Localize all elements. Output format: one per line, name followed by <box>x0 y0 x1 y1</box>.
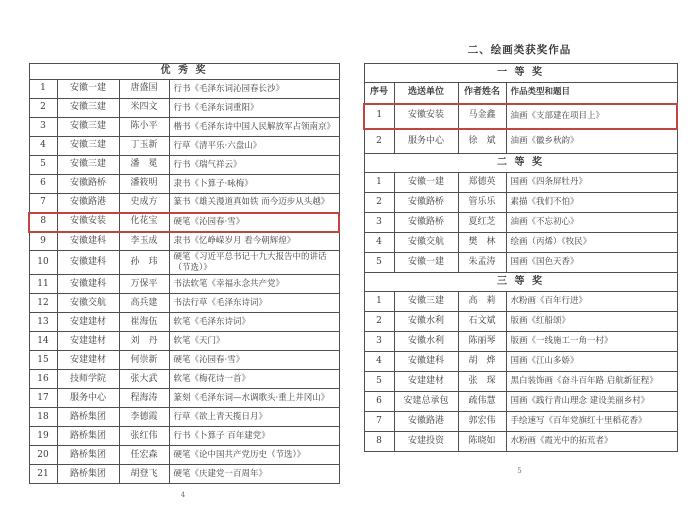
cell-unit: 安徽路桥 <box>394 193 458 213</box>
table-row <box>364 129 677 154</box>
cell-author: 陈小平 <box>119 118 169 137</box>
cell-work: 行书《毛泽东词沁园春长沙》 <box>169 80 339 99</box>
table-row <box>364 292 677 312</box>
prize-section-title: 三 等 奖 <box>364 273 677 292</box>
table-row <box>29 80 339 99</box>
table-title: 优 秀 奖 <box>29 64 339 80</box>
cell-unit: 安建建材 <box>57 313 119 332</box>
cell-number: 3 <box>364 213 394 233</box>
cell-number: 5 <box>29 156 57 175</box>
cell-author: 陈晓如 <box>458 432 506 452</box>
table-row <box>29 99 339 118</box>
prize-section-header <box>364 154 677 173</box>
cell-author: 夏红芝 <box>458 213 506 233</box>
cell-unit: 安徽交航 <box>57 294 119 313</box>
cell-work: 国画《践行青山理念 建设美丽乡村》 <box>506 392 677 412</box>
table-row <box>364 193 677 213</box>
cell-author: 程海涛 <box>119 389 169 408</box>
cell-work: 行草《欲上青天揽日月》 <box>169 408 339 427</box>
cell-work: 硬笔《沁园春·雪》 <box>169 213 339 232</box>
cell-author: 徐 斌 <box>458 129 506 154</box>
cell-number: 6 <box>364 392 394 412</box>
section-title: 二、绘画类获奖作品 <box>467 44 572 56</box>
cell-number: 2 <box>364 129 394 154</box>
cell-number: 1 <box>364 104 394 129</box>
cell-author: 高兵建 <box>119 294 169 313</box>
cell-number: 11 <box>29 275 57 294</box>
cell-number: 18 <box>29 408 57 427</box>
cell-author: 潘筱明 <box>119 175 169 194</box>
cell-author: 陈丽琴 <box>458 332 506 352</box>
cell-work: 硬笔《沁园春·雪》 <box>169 351 339 370</box>
cell-number: 5 <box>364 372 394 392</box>
cell-number: 14 <box>29 332 57 351</box>
cell-unit: 安徽安装 <box>394 104 458 129</box>
table-row <box>364 352 677 372</box>
cell-work: 软笔《梅花诗一首》 <box>169 370 339 389</box>
cell-unit: 安徽三建 <box>57 156 119 175</box>
cell-unit: 安徽一建 <box>57 80 119 99</box>
cell-unit: 安建建材 <box>57 332 119 351</box>
cell-author: 张大武 <box>119 370 169 389</box>
cell-work: 硬笔《论中国共产党历史（节选）》 <box>169 446 339 465</box>
cell-author: 高 莉 <box>458 292 506 312</box>
table-row <box>29 427 339 446</box>
excellence-award-table <box>28 63 340 484</box>
cell-number: 5 <box>364 253 394 273</box>
cell-number: 4 <box>364 352 394 372</box>
cell-author: 崔海伍 <box>119 313 169 332</box>
table-row <box>29 194 339 213</box>
cell-unit: 安徽安装 <box>57 213 119 232</box>
cell-author: 史成方 <box>119 194 169 213</box>
cell-number: 8 <box>364 432 394 452</box>
cell-work: 篆书《雄关漫道真如铁 而今迈步从头越》 <box>169 194 339 213</box>
cell-author: 石文斌 <box>458 312 506 332</box>
cell-number: 20 <box>29 446 57 465</box>
prize-section-header <box>364 273 677 292</box>
table-row <box>364 253 677 273</box>
cell-author: 何崇新 <box>119 351 169 370</box>
cell-work: 隶书《卜算子·咏梅》 <box>169 175 339 194</box>
table-row <box>29 351 339 370</box>
cell-author: 张红伟 <box>119 427 169 446</box>
cell-author: 米四文 <box>119 99 169 118</box>
cell-author: 唐盛国 <box>119 80 169 99</box>
cell-work: 软笔《天门》 <box>169 332 339 351</box>
table-row <box>364 173 677 193</box>
cell-number: 2 <box>364 193 394 213</box>
table-row <box>29 370 339 389</box>
cell-work: 国画《国色天香》 <box>506 253 677 273</box>
table-row <box>29 156 339 175</box>
table-row <box>29 175 339 194</box>
table-title-row <box>29 64 339 80</box>
cell-number: 2 <box>29 99 57 118</box>
table-row <box>29 137 339 156</box>
cell-number: 9 <box>29 232 57 251</box>
table-row <box>29 294 339 313</box>
table-row <box>29 465 339 484</box>
cell-author: 樊 林 <box>458 233 506 253</box>
cell-unit: 服务中心 <box>394 129 458 154</box>
cell-number: 19 <box>29 427 57 446</box>
column-header: 作品类型和题目 <box>506 83 677 104</box>
cell-author: 李德霞 <box>119 408 169 427</box>
table-row <box>29 389 339 408</box>
table-row <box>364 392 677 412</box>
cell-number: 1 <box>364 292 394 312</box>
cell-work: 行书《卜算子 百年建党》 <box>169 427 339 446</box>
table-row <box>29 213 339 232</box>
cell-number: 1 <box>29 80 57 99</box>
cell-author: 郑德英 <box>458 173 506 193</box>
table-row <box>364 213 677 233</box>
table-row <box>29 332 339 351</box>
cell-author: 胡 烨 <box>458 352 506 372</box>
column-header: 序号 <box>364 83 394 104</box>
cell-work: 书法行草《毛泽东诗词》 <box>169 294 339 313</box>
cell-unit: 路桥集团 <box>57 408 119 427</box>
cell-author: 张 琛 <box>458 372 506 392</box>
table-row <box>364 233 677 253</box>
cell-unit: 安徽交航 <box>394 233 458 253</box>
cell-unit: 安建总承包 <box>394 392 458 412</box>
cell-work: 隶书《忆峥嵘岁月 看今朝辉煌》 <box>169 232 339 251</box>
cell-number: 4 <box>364 233 394 253</box>
cell-unit: 安徽建科 <box>394 352 458 372</box>
column-header: 作者姓名 <box>458 83 506 104</box>
cell-author: 潘 冕 <box>119 156 169 175</box>
column-header: 选送单位 <box>394 83 458 104</box>
cell-number: 12 <box>29 294 57 313</box>
cell-number: 6 <box>29 175 57 194</box>
cell-author: 管乐乐 <box>458 193 506 213</box>
cell-work: 水粉画《百年行进》 <box>506 292 677 312</box>
cell-unit: 安建投资 <box>394 432 458 452</box>
table-row <box>364 312 677 332</box>
cell-unit: 安徽路桥 <box>394 213 458 233</box>
cell-work: 版画《一线施工一角一村》 <box>506 332 677 352</box>
cell-unit: 服务中心 <box>57 389 119 408</box>
cell-work: 油画《支部建在项目上》 <box>506 104 677 129</box>
cell-number: 1 <box>364 173 394 193</box>
cell-unit: 安徽三建 <box>57 99 119 118</box>
cell-unit: 安徽路港 <box>57 194 119 213</box>
cell-author: 孙 玮 <box>119 251 169 275</box>
cell-author: 郭宏伟 <box>458 412 506 432</box>
table-row <box>29 232 339 251</box>
cell-unit: 安徽建科 <box>57 251 119 275</box>
cell-unit: 安徽建科 <box>57 275 119 294</box>
cell-author: 疏伟慧 <box>458 392 506 412</box>
cell-work: 素描《我们不怕》 <box>506 193 677 213</box>
cell-unit: 安徽路桥 <box>57 175 119 194</box>
excellence-award-rows <box>29 80 339 484</box>
cell-author: 化花宝 <box>119 213 169 232</box>
table-row <box>364 432 677 452</box>
table-row <box>29 446 339 465</box>
cell-unit: 安徽一建 <box>394 253 458 273</box>
table-row <box>364 104 677 129</box>
cell-unit: 路桥集团 <box>57 427 119 446</box>
cell-work: 篆刻《毛泽东词—水调歌头·重上井冈山》 <box>169 389 339 408</box>
cell-unit: 路桥集团 <box>57 465 119 484</box>
cell-author: 胡登飞 <box>119 465 169 484</box>
cell-work: 软笔《毛泽东诗词》 <box>169 313 339 332</box>
cell-unit: 安徽水利 <box>394 312 458 332</box>
cell-unit: 安徽三建 <box>57 118 119 137</box>
cell-number: 16 <box>29 370 57 389</box>
cell-work: 书法软笔《幸福永念共产党》 <box>169 275 339 294</box>
table-row <box>364 332 677 352</box>
cell-work: 行书《毛泽东词重阳》 <box>169 99 339 118</box>
cell-number: 4 <box>29 137 57 156</box>
cell-work: 行书《瑞气祥云》 <box>169 156 339 175</box>
table-row <box>29 251 339 275</box>
cell-number: 15 <box>29 351 57 370</box>
cell-unit: 安建建材 <box>394 372 458 392</box>
cell-author: 任宏森 <box>119 446 169 465</box>
prize-section-title: 二 等 奖 <box>364 154 677 173</box>
painting-award-table <box>363 63 678 452</box>
page-number-left: 4 <box>180 491 186 499</box>
cell-number: 3 <box>29 118 57 137</box>
cell-unit: 安徽路港 <box>394 412 458 432</box>
cell-work: 硬笔《习近平总书记十九大报告中的讲话（节选）》 <box>169 251 339 275</box>
cell-work: 手绘速写《百年党旗红十里稻花香》 <box>506 412 677 432</box>
cell-work: 油画《不忘初心》 <box>506 213 677 233</box>
cell-work: 黑白装饰画《奋斗百年路 启航新征程》 <box>506 372 677 392</box>
page-number-right: 5 <box>517 467 522 475</box>
cell-number: 2 <box>364 312 394 332</box>
table-row <box>29 313 339 332</box>
cell-number: 8 <box>29 213 57 232</box>
cell-work: 行草《清平乐·六盘山》 <box>169 137 339 156</box>
cell-number: 10 <box>29 251 57 275</box>
table-row <box>29 275 339 294</box>
prize-section-title: 一 等 奖 <box>364 64 677 83</box>
cell-work: 版画《红船颂》 <box>506 312 677 332</box>
cell-unit: 安建建材 <box>57 351 119 370</box>
cell-unit: 安徽三建 <box>57 137 119 156</box>
cell-number: 21 <box>29 465 57 484</box>
table-row <box>364 412 677 432</box>
table-row <box>29 118 339 137</box>
cell-author: 刘 丹 <box>119 332 169 351</box>
table-row <box>364 372 677 392</box>
cell-unit: 安徽一建 <box>394 173 458 193</box>
cell-work: 国画《四条屏牡丹》 <box>506 173 677 193</box>
cell-author: 丁玉新 <box>119 137 169 156</box>
cell-author: 李玉成 <box>119 232 169 251</box>
column-header-row <box>364 83 677 104</box>
cell-number: 7 <box>364 412 394 432</box>
cell-author: 朱孟涛 <box>458 253 506 273</box>
cell-work: 水粉画《霞光中的拓荒者》 <box>506 432 677 452</box>
cell-work: 国画《江山多娇》 <box>506 352 677 372</box>
cell-number: 7 <box>29 194 57 213</box>
painting-award-rows <box>364 64 677 452</box>
cell-unit: 安徽水利 <box>394 332 458 352</box>
cell-author: 万保平 <box>119 275 169 294</box>
table-row <box>29 408 339 427</box>
cell-unit: 安徽三建 <box>394 292 458 312</box>
cell-work: 楷书《毛泽东诗中国人民解放军占领南京》 <box>169 118 339 137</box>
cell-author: 马金鑫 <box>458 104 506 129</box>
cell-number: 3 <box>364 332 394 352</box>
cell-work: 油画《徽乡秋韵》 <box>506 129 677 154</box>
cell-work: 绘画（丙烯）《牧民》 <box>506 233 677 253</box>
cell-unit: 安徽建科 <box>57 232 119 251</box>
prize-section-header <box>364 64 677 83</box>
cell-unit: 技师学院 <box>57 370 119 389</box>
cell-number: 13 <box>29 313 57 332</box>
cell-number: 17 <box>29 389 57 408</box>
cell-unit: 路桥集团 <box>57 446 119 465</box>
cell-work: 硬笔《庆建党一百周年》 <box>169 465 339 484</box>
